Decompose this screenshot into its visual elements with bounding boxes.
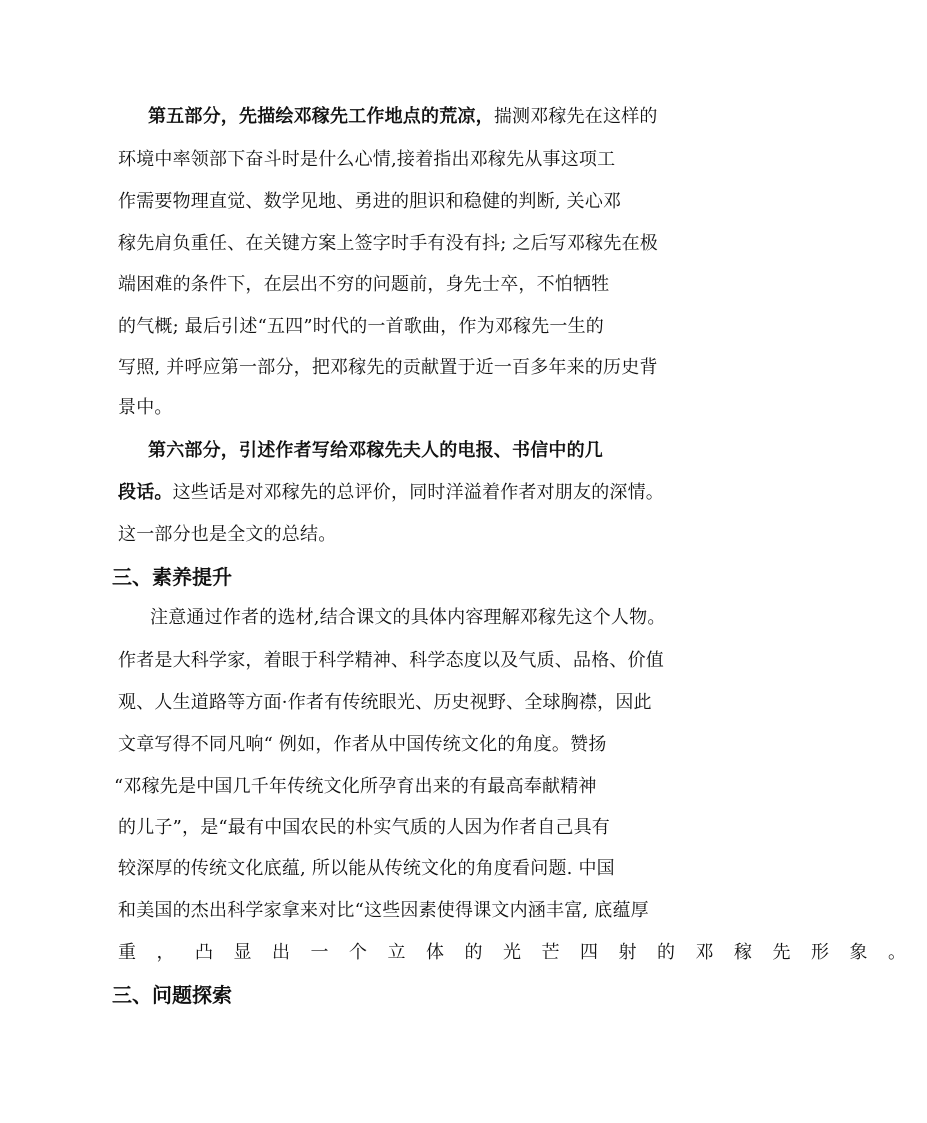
section-heading-questions: 三、问题探索 [112, 983, 232, 1007]
paragraph-7-line-9: 重，凸显出一个立体的光芒四射的邓稼先形象。 [118, 942, 927, 963]
paragraph-5-line-5: 端困难的条件下，在层出不穷的问题前，身先士卒，不怕牺牲 [118, 274, 610, 295]
paragraph-5-lead: 第五部分，先描绘邓稼先工作地点的荒凉， [148, 106, 494, 127]
paragraph-5-line-7: 写照, 并呼应第一部分，把邓稼先的贡献置于近一百多年来的历史背 [118, 357, 658, 378]
paragraph-6-rest: 这些话是对邓稼先的总评价，同时洋溢着作者对朋友的深情。 [172, 482, 665, 503]
paragraph-7-line-1: 注意通过作者的选材,结合课文的具体内容理解邓稼先这个人物。 [150, 607, 666, 628]
paragraph-5-line-3: 作需要物理直觉、数学见地、勇进的胆识和稳健的判断, 关心邓 [118, 191, 622, 212]
paragraph-5-line-4: 稼先肩负重任、在关键方案上签字时手有没有抖; 之后写邓稼先在极 [118, 233, 658, 254]
paragraph-7-line-3: 观、人生道路等方面·作者有传统眼光、历史视野、全球胸襟，因此 [118, 692, 652, 713]
paragraph-5-rest: 揣测邓稼先在这样的 [493, 106, 658, 127]
paragraph-7-line-4: 文章写得不同凡响“ 例如，作者从中国传统文化的角度。赞扬 [118, 734, 607, 755]
paragraph-5-line-1 [148, 106, 658, 128]
paragraph-5-line-2: 环境中率领部下奋斗时是什么心情,接着指出邓稼先从事这项工 [118, 149, 616, 170]
paragraph-6-lead: 段话。 [118, 482, 173, 503]
paragraph-6-line-2 [118, 482, 664, 504]
paragraph-7-line-2: 作者是大科学家，着眼于科学精神、科学态度以及气质、品格、价值 [118, 650, 664, 671]
paragraph-7-line-6: 的儿子”，是“最有中国农民的朴实气质的人因为作者自己具有 [118, 817, 611, 838]
paragraph-6-line-3: 这一部分也是全文的总结。 [118, 524, 337, 545]
paragraph-6-line-1: 第六部分，引述作者写给邓稼先夫人的电报、书信中的几 [148, 440, 603, 461]
paragraph-7-line-5: “邓稼先是中国几千年传统文化所孕育出来的有最高奉献精神 [114, 776, 597, 797]
paragraph-5-line-8: 景中。 [118, 397, 173, 418]
paragraph-7-line-7: 较深厚的传统文化底蕴, 所以能从传统文化的角度看问题. 中国 [118, 858, 615, 879]
section-heading-literacy: 三、素养提升 [112, 565, 232, 589]
paragraph-7-line-8: 和美国的杰出科学家拿来对比“这些因素使得课文内涵丰富, 底蕴厚 [118, 900, 649, 921]
paragraph-5-line-6: 的气概; 最后引述“五四”时代的一首歌曲，作为邓稼先一生的 [118, 316, 604, 337]
